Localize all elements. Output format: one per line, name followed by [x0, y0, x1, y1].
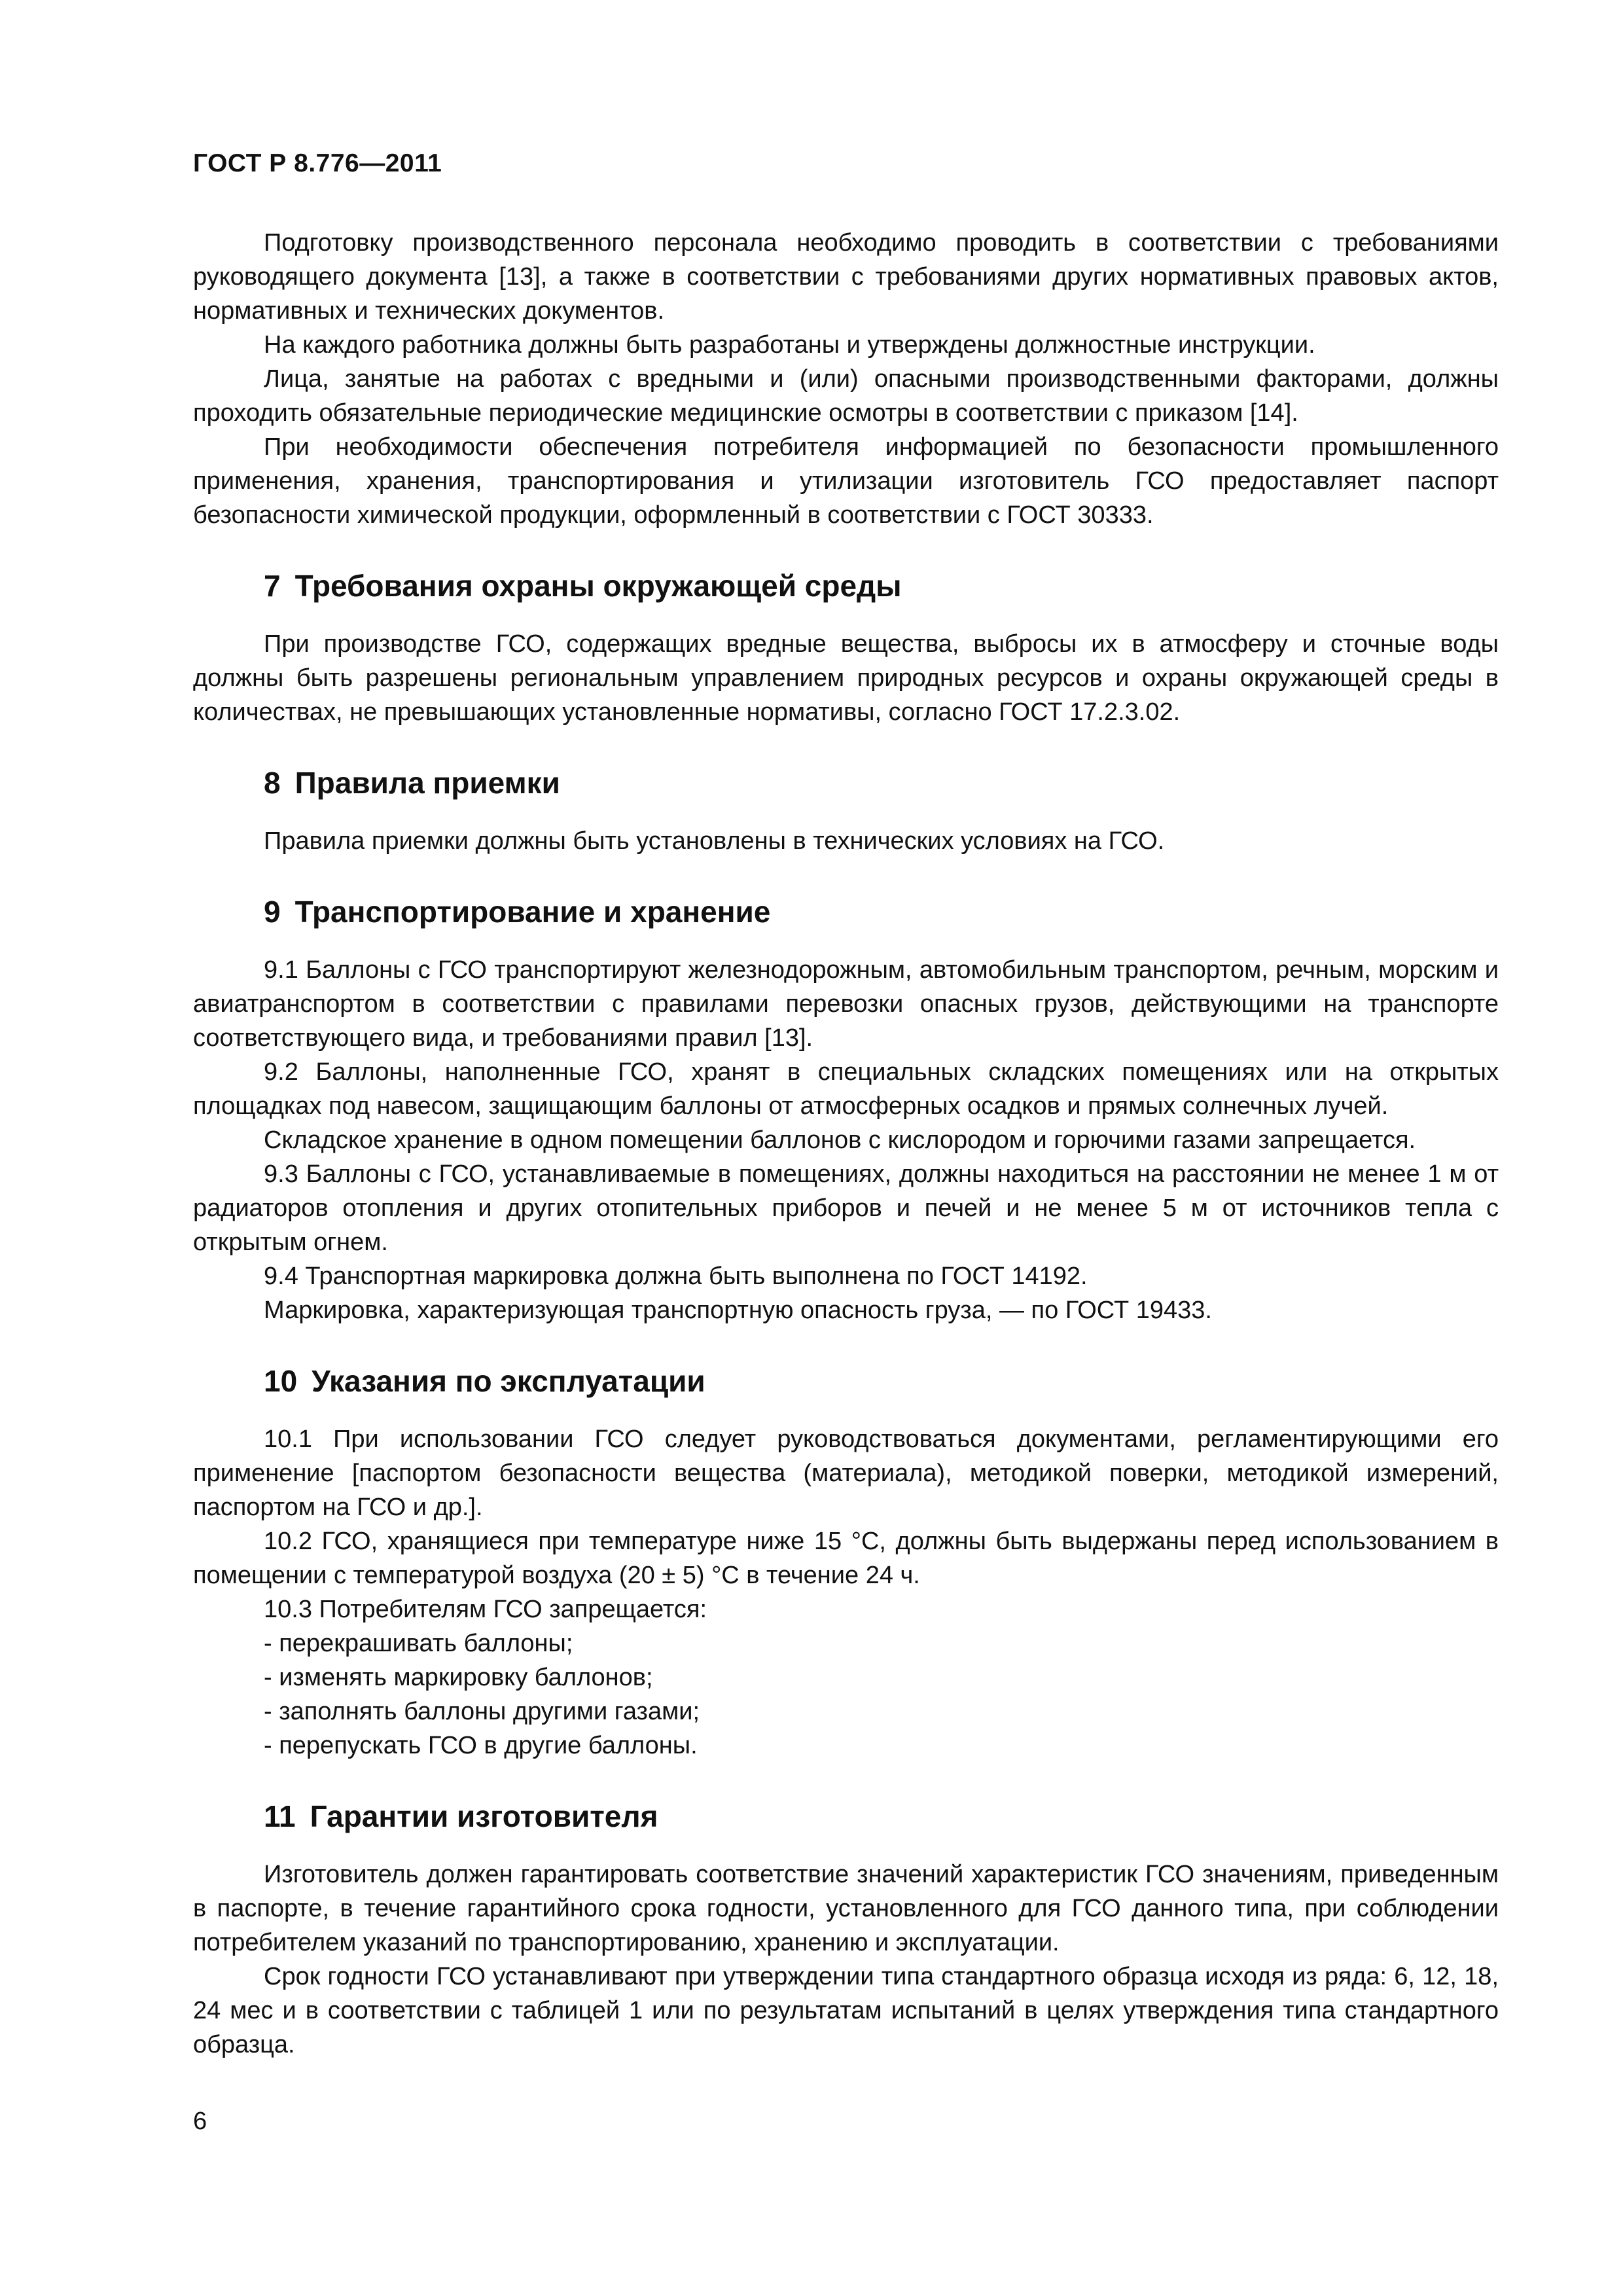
section-title: Транспортирование и хранение — [294, 895, 771, 929]
intro-paragraph: Подготовку производственного персонала необходимо проводить в соответствии с требованиями руководящего документа [13], а также в соответствии с требованиями других нормативных правовых актов, нормативных и технических документов. — [193, 229, 1499, 325]
section-number: 8 — [264, 766, 281, 800]
intro-paragraph: Лица, занятые на работах с вредными и (или) опасными производственными факторами, должны проходить обязательные периодические медицинские осмотры в соответствии с приказом [14]. — [193, 365, 1499, 427]
section-paragraph: 9.3 Баллоны с ГСО, устанавливаемые в помещениях, должны находиться на расстоянии не менее 1 м от радиаторов отопления и других отопительных приборов и печей и не менее 5 м от источников тепла с открытым огнем. — [193, 1160, 1499, 1256]
section-number: 9 — [264, 895, 281, 929]
list-item: - перепускать ГСО в другие баллоны. — [264, 1732, 698, 1759]
list-item: - перекрашивать баллоны; — [264, 1630, 573, 1657]
section-title: Гарантии изготовителя — [310, 1799, 658, 1833]
section-paragraph: 9.1 Баллоны с ГСО транспортируют железнодорожным, автомобильным транспортом, речным, морским и авиатранспортом в соответствии с правилами перевозки опасных грузов, действующими на транспорте соответствующего вида, и требованиями правил [13]. — [193, 956, 1499, 1052]
section-paragraph: Изготовитель должен гарантировать соответствие значений характеристик ГСО значениям, приведенным в паспорте, в течение гарантийного срока годности, установленного для ГСО данного типа, при соблюдении потребителем указаний по транспортированию, хранению и эксплуатации. — [193, 1861, 1499, 1956]
page-number: 6 — [193, 2108, 207, 2135]
section-title: Указания по эксплуатации — [312, 1364, 705, 1398]
section-heading-10 — [193, 1361, 1499, 1401]
section-number: 10 — [264, 1364, 298, 1398]
section-title: Правила приемки — [294, 766, 560, 800]
document-header: ГОСТ Р 8.776—2011 — [193, 149, 442, 177]
section-heading-7 — [193, 566, 1499, 605]
section-heading-8 — [193, 763, 1499, 802]
section-paragraph: 10.2 ГСО, хранящиеся при температуре ниже 15 °С, должны быть выдержаны перед использованием в помещении с температурой воздуха (20 ± 5) °С в течение 24 ч. — [193, 1528, 1499, 1589]
section-paragraph: Складское хранение в одном помещении баллонов с кислородом и горючими газами запрещается. — [264, 1126, 1416, 1154]
section-paragraph: 9.4 Транспортная маркировка должна быть выполнена по ГОСТ 14192. — [264, 1263, 1088, 1290]
section-heading-11 — [193, 1797, 1499, 1836]
intro-paragraph: На каждого работника должны быть разработаны и утверждены должностные инструкции. — [264, 331, 1315, 359]
section-heading-9 — [193, 892, 1499, 931]
intro-paragraph: При необходимости обеспечения потребителя информацией по безопасности промышленного применения, хранения, транспортирования и утилизации изготовитель ГСО предоставляет паспорт безопасности химической продукции, оформленный в соответствии с ГОСТ 30333. — [193, 433, 1499, 529]
section-paragraph: 10.3 Потребителям ГСО запрещается: — [264, 1596, 707, 1623]
section-paragraph: Срок годности ГСО устанавливают при утверждении типа стандартного образца исходя из ряда: 6, 12, 18, 24 мес и в соответствии с таблицей 1 или по результатам испытаний в целях утверждения типа стандартного образца. — [193, 1963, 1499, 2058]
list-item: - изменять маркировку баллонов; — [264, 1664, 653, 1691]
list-item: - заполнять баллоны другими газами; — [264, 1698, 700, 1725]
section-title: Требования охраны окружающей среды — [294, 569, 902, 603]
section-paragraph: 9.2 Баллоны, наполненные ГСО, хранят в специальных складских помещениях или на открытых площадках под навесом, защищающим баллоны от атмосферных осадков и прямых солнечных лучей. — [193, 1058, 1499, 1120]
section-paragraph: При производстве ГСО, содержащих вредные вещества, выбросы их в атмосферу и сточные воды должны быть разрешены региональным управлением природных ресурсов и охраны окружающей среды в количествах, не превышающих установленные нормативы, согласно ГОСТ 17.2.3.02. — [193, 630, 1499, 726]
section-paragraph: Правила приемки должны быть установлены в технических условиях на ГСО. — [264, 827, 1165, 855]
section-paragraph: Маркировка, характеризующая транспортную опасность груза, — по ГОСТ 19433. — [264, 1297, 1212, 1324]
section-paragraph: 10.1 При использовании ГСО следует руководствоваться документами, регламентирующими его применение [паспортом безопасности вещества (материала), методикой поверки, методикой измерений, паспортом на ГСО и др.]. — [193, 1426, 1499, 1521]
section-number: 11 — [264, 1799, 296, 1833]
section-number: 7 — [264, 569, 281, 603]
document-body — [193, 226, 1499, 2062]
